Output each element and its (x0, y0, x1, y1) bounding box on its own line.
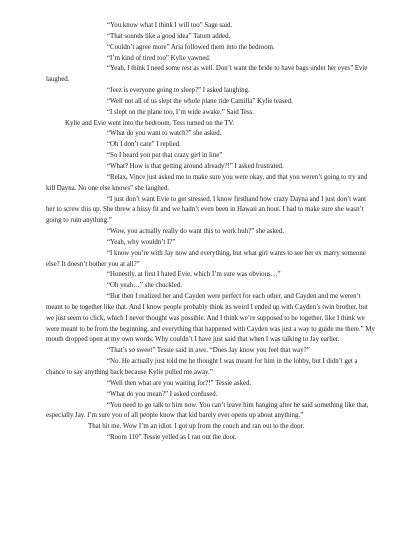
paragraph: “I slept on the plane too, I’m wide awake.” Said Tess. (107, 108, 254, 116)
paragraph: “Couldn’t agree more” Aria followed them into the bedroom. (107, 43, 275, 51)
paragraph: “Oh yeah…” she chuckled. (107, 282, 182, 290)
paragraph: “Jeez is everyone going to sleep?” I asked laughing. (107, 87, 250, 95)
paragraph: “What do you mean?” I asked confused. (107, 390, 218, 398)
paragraph: Kylie and Evie went into the bedroom. Tess turned on the TV. (65, 119, 235, 127)
paragraph: “I’m kind of tired too” Kylie yawned. (107, 54, 211, 62)
paragraph: “Well not all of us slept the whole plane ride Camilla” Kylie teased. (107, 97, 293, 105)
document-body (46, 21, 376, 444)
paragraph: “Yeah, why wouldn’t I?” (107, 238, 176, 246)
paragraph: “I know you’re with Jay now and everything, but what girl wants to see her ex marry someone else? It doesn’t bother you at all?” (46, 249, 366, 268)
paragraph: “Room 110” Tessie yelled as I ran out the door. (107, 434, 237, 442)
paragraph: “Yeah, I think I need some rest as well. Don’t want the bride to have bags under her eyes” Evie laughed. (46, 65, 368, 84)
paragraph: “But then I realized her and Cayden were perfect for each other, and Cayden and me weren’t meant to be together like that. And I know people probably think its weird I ended up with Cayden’s twin brother, but we just seem to click, which I never thought was possible. And I think we’re supposed to be together, like I think we were meant to be from the beginning, and everything that happened with Cayden was just a way to guide me there.” My mouth dropped open at my own words. Why couldn’t I have just said that when I was talking to Jay earlier. (46, 293, 375, 344)
paragraph: “No. He actually just told me he thought I was meant for him in the lobby, but I didn’t get a chance to say anything back because Kylie pulled me away.” (46, 358, 358, 376)
paragraph: “You need to go talk to him now. You can’t leave him hanging after he said something like that, especially Jay. I’m sure you of all people know that kid barely ever opens up about anything.” (46, 401, 369, 420)
paragraph: “Oh I don’t care” I replied. (107, 141, 181, 149)
paragraph: “So I heard you put that crazy girl in line” (107, 152, 223, 160)
paragraph: “Relax, Vince just asked me to make sure you were okay, and that you weren’t going to try and kill Dayna. No one else knows” she laughed. (46, 173, 368, 192)
paragraph: “Wow, you actually really do want this to work huh?” she asked. (107, 228, 285, 236)
paragraph: “I just don’t want Evie to get stressed. I know firsthand how crazy Dayna and I just don’t want her to screw this up. She threw a hissy fit and we hadn’t even been in Hawaii an hour. I had to make sure she wasn’t going to ruin anything.” (46, 195, 367, 225)
paragraph: “What? How is that getting around already?!” I asked frustrated. (107, 162, 284, 170)
paragraph: “Honestly, at first I hated Evie, which I’m sure was obvious…” (107, 271, 281, 279)
paragraph: That hit me. Wow I’m an idiot. I got up from the couch and ran out to the door. (88, 423, 305, 431)
paragraph: “What do you want to watch?” she asked. (107, 130, 222, 138)
paragraph: “Well then what are you waiting for?!” Tessie asked. (107, 379, 252, 387)
paragraph: “That sounds like a good idea” Tatum added. (107, 32, 231, 40)
paragraph: “That’s so sweet” Tessie said in awe. “Does Jay know you feel that way?” (107, 347, 310, 355)
paragraph: “You know what I think I will too” Sage said. (107, 22, 233, 29)
